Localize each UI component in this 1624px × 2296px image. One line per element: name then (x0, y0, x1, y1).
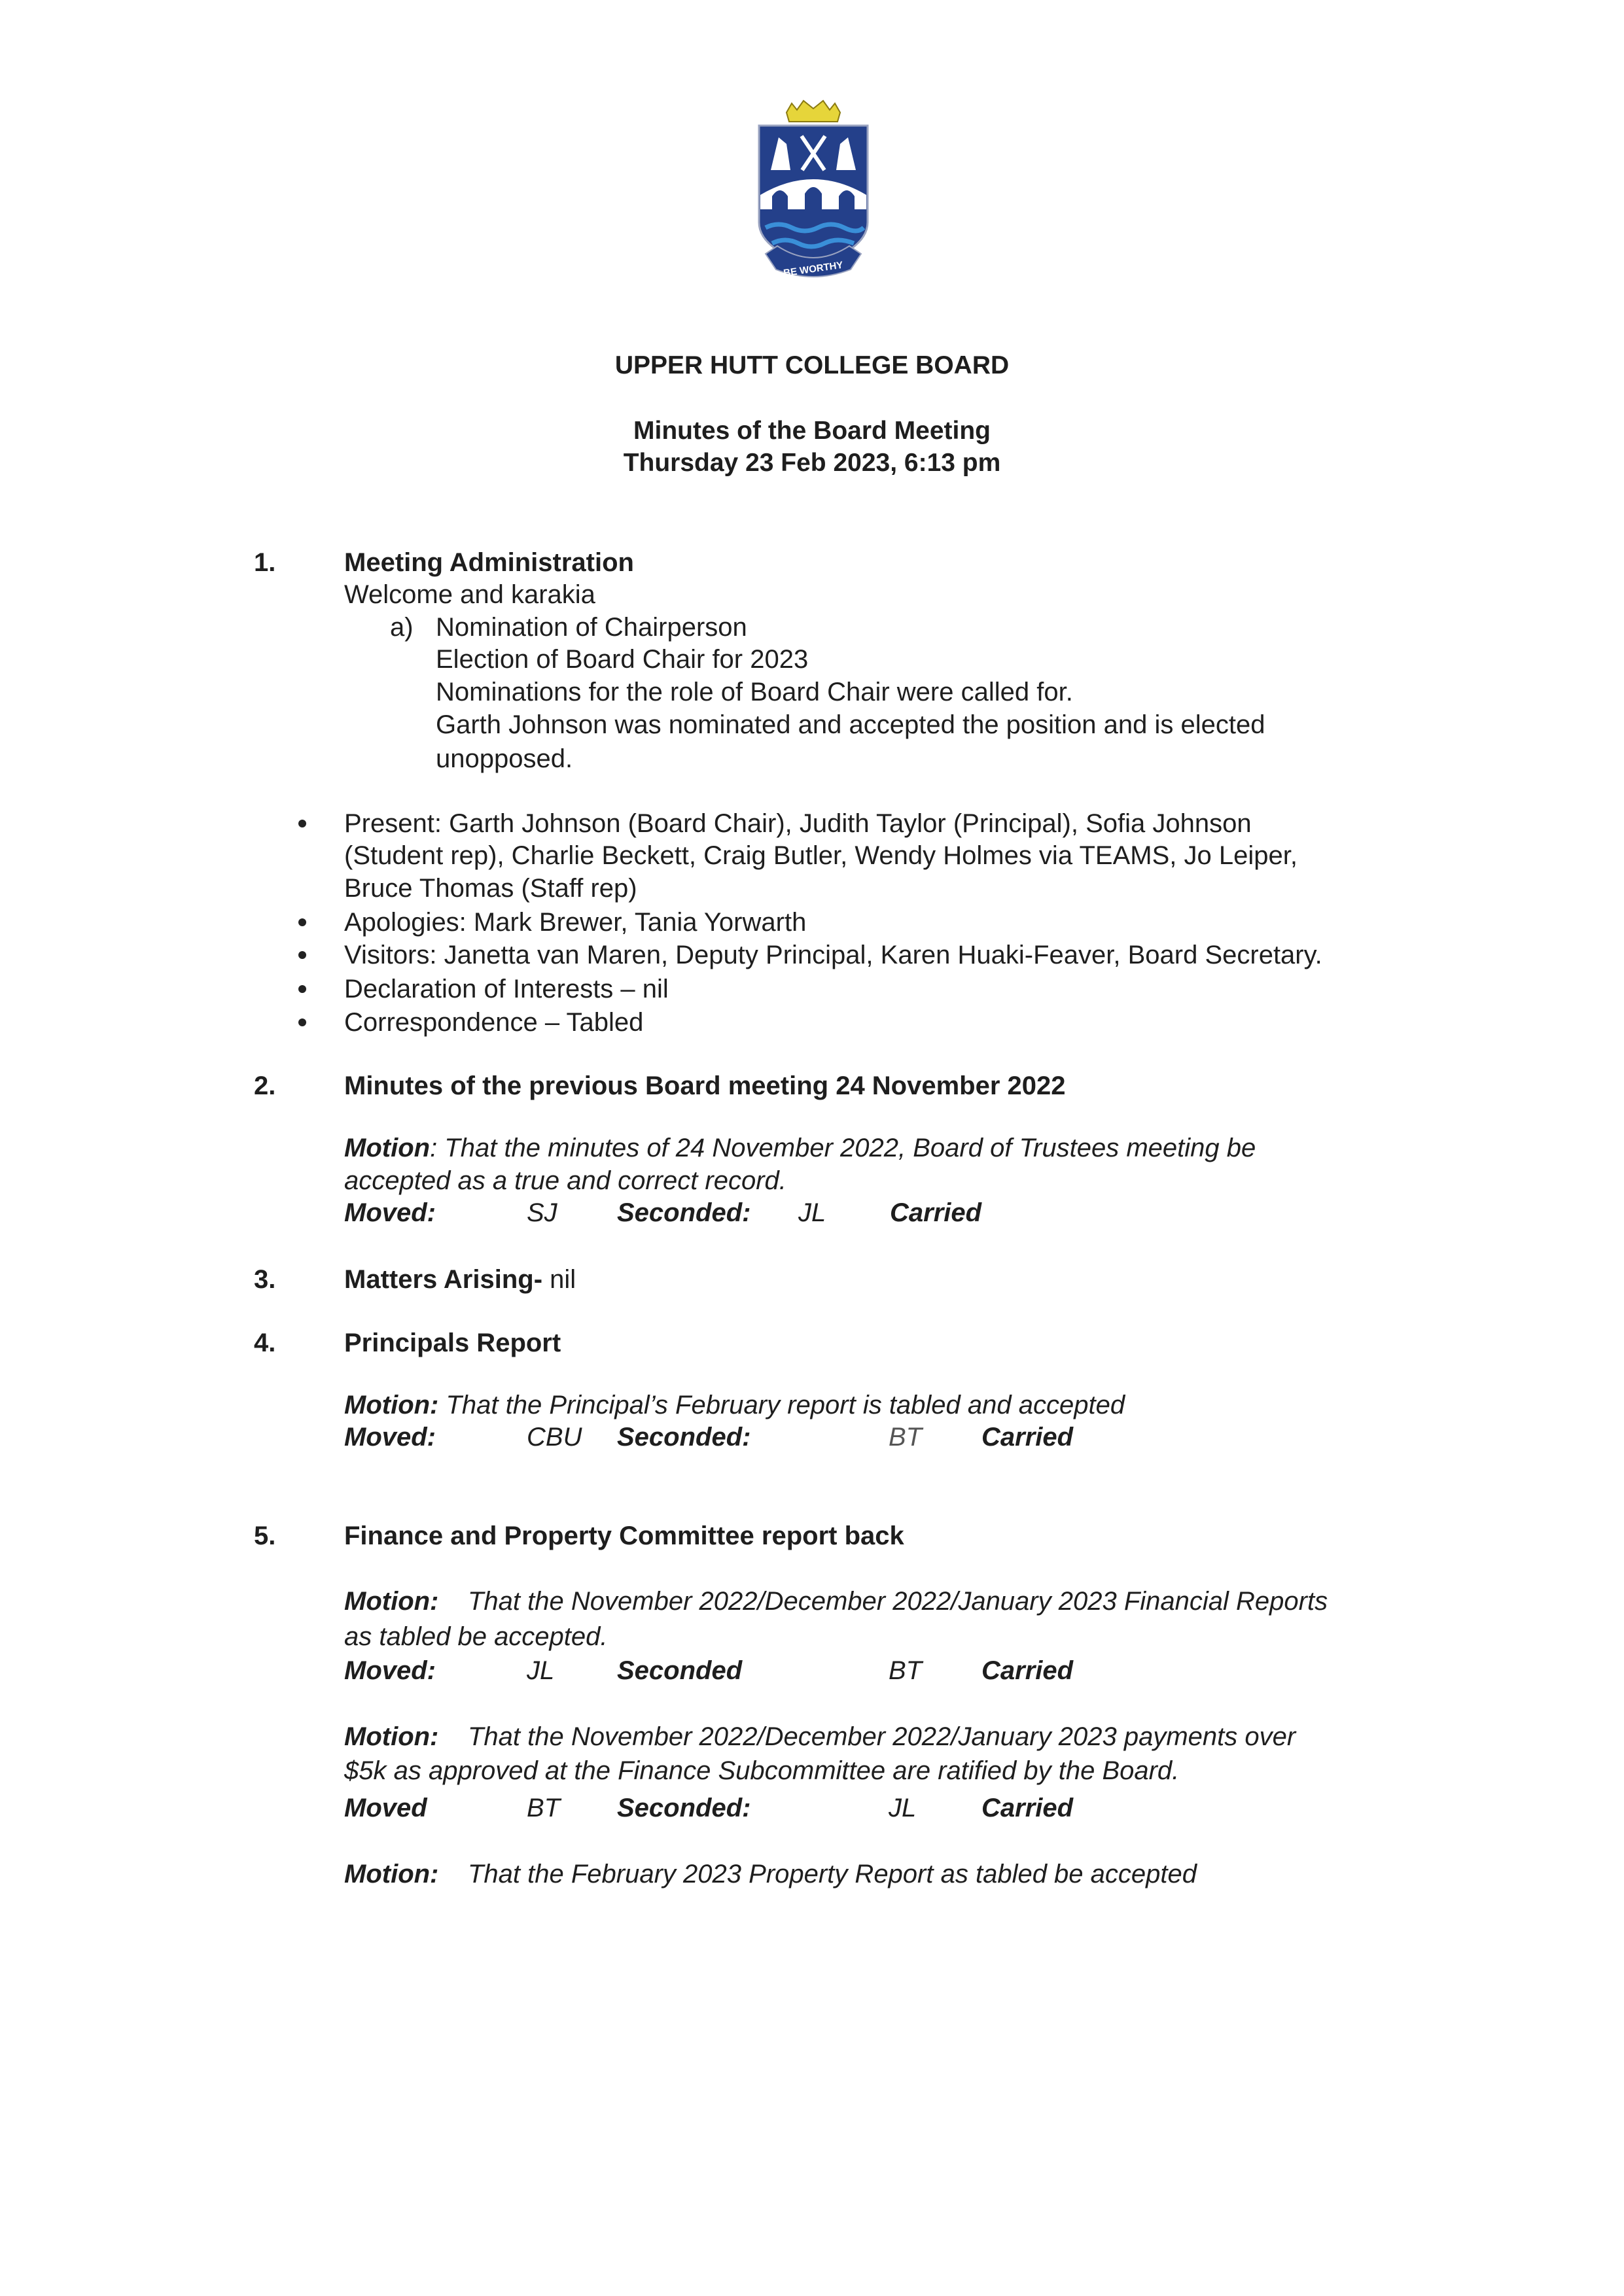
section-2-number: 2. (254, 1071, 276, 1100)
motion-result: Carried (890, 1198, 982, 1227)
bullet-icon (298, 820, 306, 827)
apologies: Apologies: Mark Brewer, Tania Yorwarth (344, 908, 807, 937)
motion-text: Motion: That the minutes of 24 November 2022, Board of Trustees meeting be (344, 1134, 1256, 1162)
motion-result: Carried (981, 1423, 1074, 1452)
item-a-line: Election of Board Chair for 2023 (436, 645, 809, 674)
present-list: Bruce Thomas (Staff rep) (344, 874, 637, 903)
seconded-by: JL (889, 1794, 917, 1822)
seconded-by: BT (889, 1656, 923, 1685)
motion-text: accepted as a true and correct record. (344, 1166, 786, 1195)
seconded-label: Seconded: (617, 1794, 751, 1822)
correspondence: Correspondence – Tabled (344, 1008, 644, 1037)
moved-label: Moved: (344, 1656, 436, 1685)
moved-by: CBU (527, 1423, 582, 1452)
moved-label: Moved: (344, 1423, 436, 1452)
section-3-title: Matters Arising- nil (344, 1265, 576, 1294)
motion-label: Motion: (344, 1722, 439, 1751)
motion-text: That the November 2022/December 2022/January 2023 payments over (468, 1722, 1296, 1751)
section-4-title: Principals Report (344, 1329, 561, 1357)
seconded-by: JL (798, 1198, 826, 1227)
seconded-label: Seconded: (617, 1423, 751, 1452)
item-a-line: Nomination of Chairperson (436, 613, 747, 642)
motion-text: as tabled be accepted. (344, 1622, 608, 1651)
moved-by: SJ (527, 1198, 557, 1227)
motion-text: That the November 2022/December 2022/January 2023 Financial Reports (468, 1587, 1328, 1616)
item-a-line: unopposed. (436, 744, 573, 773)
bullet-icon (298, 1018, 306, 1026)
motion-label: Motion: (344, 1587, 439, 1616)
item-a-line: Garth Johnson was nominated and accepted the position and is elected (436, 710, 1265, 739)
motion-text: That the February 2023 Property Report as tabled be accepted (468, 1860, 1197, 1888)
college-crest-logo (752, 98, 874, 285)
meeting-date: Thursday 23 Feb 2023, 6:13 pm (623, 449, 1001, 477)
declaration-of-interests: Declaration of Interests – nil (344, 975, 669, 1003)
section-5-title: Finance and Property Committee report back (344, 1522, 904, 1550)
document-title: Minutes of the Board Meeting (633, 417, 991, 445)
moved-by: JL (527, 1656, 555, 1685)
seconded-by: BT (889, 1423, 923, 1452)
section-1-number: 1. (254, 548, 276, 577)
section-1-title: Meeting Administration (344, 548, 634, 577)
svg-text:BE WORTHY: BE WORTHY (783, 259, 844, 279)
visitors: Visitors: Janetta van Maren, Deputy Principal, Karen Huaki-Feaver, Board Secretary. (344, 941, 1322, 969)
organization-name: UPPER HUTT COLLEGE BOARD (614, 351, 1010, 379)
seconded-label: Seconded: (617, 1198, 751, 1227)
item-a-label: a) (390, 613, 414, 642)
section-5-number: 5. (254, 1522, 276, 1550)
section-2-title: Minutes of the previous Board meeting 24 November 2022 (344, 1071, 1066, 1100)
seconded-label: Seconded (617, 1656, 743, 1685)
bullet-icon (298, 951, 306, 959)
present-list: Present: Garth Johnson (Board Chair), Judith Taylor (Principal), Sofia Johnson (344, 809, 1252, 838)
bullet-icon (298, 985, 306, 993)
item-a-line: Nominations for the role of Board Chair were called for. (436, 678, 1073, 706)
motion-result: Carried (981, 1656, 1074, 1685)
motion-label: Motion: (344, 1860, 439, 1888)
moved-label: Moved (344, 1794, 427, 1822)
bullet-icon (298, 918, 306, 926)
welcome-text: Welcome and karakia (344, 580, 595, 609)
section-3-number: 3. (254, 1265, 276, 1294)
moved-by: BT (527, 1794, 561, 1822)
moved-label: Moved: (344, 1198, 436, 1227)
motion-label: Motion (344, 1134, 431, 1162)
motion-result: Carried (981, 1794, 1074, 1822)
section-4-number: 4. (254, 1329, 276, 1357)
motion-text: Motion: That the Principal’s February report is tabled and accepted (344, 1391, 1125, 1419)
motion-text: $5k as approved at the Finance Subcommittee are ratified by the Board. (344, 1756, 1180, 1785)
present-list: (Student rep), Charlie Beckett, Craig Butler, Wendy Holmes via TEAMS, Jo Leiper, (344, 841, 1297, 870)
